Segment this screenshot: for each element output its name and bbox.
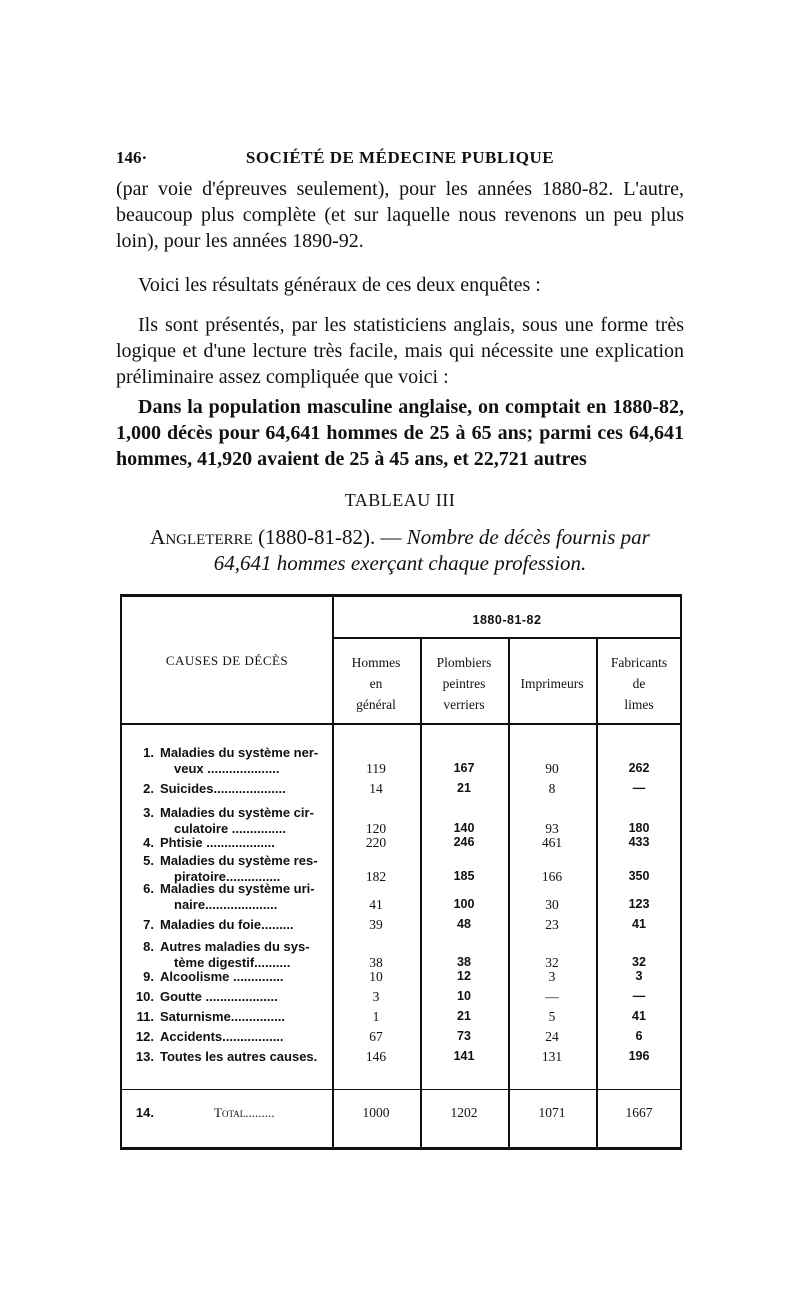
period-header: 1880-81-82 bbox=[472, 613, 542, 627]
page-number: 146· bbox=[116, 148, 148, 167]
row-cause-line: Accidents................. bbox=[160, 1029, 284, 1044]
column-header-line: peintres bbox=[442, 676, 486, 691]
total-cell: 1071 bbox=[538, 1105, 566, 1120]
table-caption bbox=[116, 524, 684, 576]
row-cause bbox=[160, 781, 328, 797]
header-rule bbox=[122, 723, 682, 725]
column-header-line: Fabricants bbox=[610, 655, 668, 670]
column-header-plombiers bbox=[420, 652, 508, 715]
table-cell: 3 bbox=[548, 969, 556, 984]
table-cell: 48 bbox=[457, 917, 471, 931]
row-cause-line: Goutte .................... bbox=[160, 989, 278, 1004]
running-header bbox=[116, 148, 684, 172]
table-cell: 1 bbox=[372, 1009, 380, 1024]
row-number: 14. bbox=[135, 1105, 154, 1120]
row-cause bbox=[160, 805, 328, 836]
table-cell: 10 bbox=[369, 969, 383, 984]
caption-country: Angleterre bbox=[150, 525, 253, 549]
row-cause bbox=[160, 835, 328, 851]
column-header-fabricants bbox=[596, 652, 682, 715]
row-number: 5. bbox=[143, 853, 154, 868]
total-cell: 1667 bbox=[625, 1105, 653, 1120]
caption-years: (1880-81-82). — bbox=[258, 525, 402, 549]
row-cause bbox=[160, 1029, 328, 1045]
table-cell: 350 bbox=[628, 869, 650, 883]
total-rule bbox=[122, 1089, 682, 1090]
table-cell: 167 bbox=[453, 761, 475, 775]
total-label: Total......... bbox=[214, 1105, 275, 1120]
row-number: 13. bbox=[135, 1049, 154, 1064]
column-header-line: limes bbox=[624, 697, 654, 712]
table-cell: 180 bbox=[628, 821, 650, 835]
row-cause bbox=[160, 1009, 328, 1025]
table-cell: 100 bbox=[453, 897, 475, 911]
column-header-line: verriers bbox=[443, 697, 485, 712]
row-number: 3. bbox=[143, 805, 154, 820]
row-number: 2. bbox=[143, 781, 154, 796]
table-cell: 146 bbox=[365, 1049, 387, 1064]
row-cause bbox=[160, 881, 328, 912]
table-cell: 32 bbox=[632, 955, 646, 969]
row-cause-line: culatoire ............... bbox=[174, 820, 286, 836]
table-cell: 6 bbox=[635, 1029, 643, 1043]
table-cell: 185 bbox=[453, 869, 475, 883]
row-cause bbox=[160, 939, 328, 970]
table-cell: 12 bbox=[457, 969, 471, 983]
caption-italic-2: 64,641 hommes exerçant chaque profession. bbox=[213, 551, 587, 575]
table-cell: 67 bbox=[369, 1029, 383, 1044]
column-header-line: Imprimeurs bbox=[520, 676, 584, 691]
table-title: TABLEAU III bbox=[344, 490, 456, 510]
table-cell: 433 bbox=[628, 835, 650, 849]
row-number: 4. bbox=[143, 835, 154, 850]
total-cell: 1202 bbox=[450, 1105, 478, 1120]
table-cell: 3 bbox=[635, 969, 643, 983]
row-cause-line: naire.................... bbox=[174, 896, 278, 912]
table-cell: 3 bbox=[372, 989, 380, 1004]
row-cause-line: Toutes les autres causes. bbox=[160, 1049, 318, 1064]
row-cause-line: Maladies du système cir- bbox=[160, 805, 314, 820]
table-cell: 41 bbox=[632, 917, 646, 931]
row-cause bbox=[160, 969, 328, 985]
row-cause-line: Maladies du système uri- bbox=[160, 881, 315, 896]
table-cell: 14 bbox=[369, 781, 383, 796]
row-number: 6. bbox=[143, 881, 154, 896]
column-header-line: Hommes bbox=[351, 655, 401, 670]
mortality-table bbox=[120, 594, 682, 1150]
table-cell: 140 bbox=[453, 821, 475, 835]
table-cell: 131 bbox=[541, 1049, 563, 1064]
row-number: 9. bbox=[143, 969, 154, 984]
table-cell: 90 bbox=[545, 761, 559, 776]
column-header-imprimeurs bbox=[508, 673, 596, 694]
row-cause-line: tème digestif.......... bbox=[174, 954, 291, 970]
table-cell: 119 bbox=[366, 761, 386, 776]
paragraph-4: Dans la population masculine anglaise, on comptait en 1880-82, 1,000 décès pour 64,641 hommes de 25 à 65 ans; parmi ces 64,641 hommes, 41,920 avaient de 25 à 45 ans, et 22,721 autres bbox=[116, 396, 684, 470]
row-cause-line: Saturnisme............... bbox=[160, 1009, 285, 1024]
row-cause bbox=[160, 989, 328, 1005]
row-number: 12. bbox=[135, 1029, 154, 1044]
table-cell: 38 bbox=[457, 955, 471, 969]
table-cell: 10 bbox=[457, 989, 471, 1003]
table-cell: 8 bbox=[548, 781, 556, 796]
table-cell: 23 bbox=[545, 917, 559, 932]
paragraph-2: Voici les résultats généraux de ces deux enquêtes : bbox=[138, 274, 541, 296]
table-cell: 41 bbox=[632, 1009, 646, 1023]
table-cell: 246 bbox=[453, 835, 475, 849]
table-cell: 38 bbox=[369, 955, 383, 970]
row-cause-line: veux .................... bbox=[174, 760, 280, 776]
paragraph-1: (par voie d'épreuves seulement), pour les années 1880-82. L'autre, beaucoup plus complète (et sur laquelle nous revenons un peu plus loin), pour les années 1890-92. bbox=[116, 178, 684, 252]
row-number: 8. bbox=[143, 939, 154, 954]
table-cell: 182 bbox=[365, 869, 387, 884]
table-cell: 39 bbox=[369, 917, 383, 932]
table-cell: 30 bbox=[545, 897, 559, 912]
row-cause-line: Alcoolisme .............. bbox=[160, 969, 284, 984]
row-cause bbox=[160, 917, 328, 933]
table-cell: 21 bbox=[457, 1009, 471, 1023]
column-header-hommes bbox=[332, 652, 420, 715]
table-cell: 123 bbox=[628, 897, 650, 911]
period-rule bbox=[332, 637, 682, 639]
row-number: 11. bbox=[136, 1009, 154, 1024]
caption-italic-1: Nombre de décès fournis par bbox=[406, 525, 650, 549]
row-number: 1. bbox=[143, 745, 154, 760]
causes-header: CAUSES DE DÉCÈS bbox=[165, 653, 289, 668]
row-number: 10. bbox=[135, 989, 154, 1004]
row-cause-line: Maladies du foie......... bbox=[160, 917, 294, 932]
table-cell: — bbox=[545, 989, 559, 1004]
table-cell: 21 bbox=[457, 781, 471, 795]
row-cause bbox=[160, 853, 328, 884]
table-cell: 196 bbox=[628, 1049, 650, 1063]
table-cell: 93 bbox=[545, 821, 559, 836]
row-cause-line: Maladies du système ner- bbox=[160, 745, 319, 760]
row-number: 7. bbox=[143, 917, 154, 932]
table-cell: 41 bbox=[369, 897, 383, 912]
table-cell: 73 bbox=[457, 1029, 471, 1043]
table-cell: — bbox=[632, 989, 646, 1003]
table-cell: — bbox=[632, 781, 646, 795]
column-header-line: de bbox=[632, 676, 646, 691]
table-cell: 141 bbox=[453, 1049, 475, 1063]
column-header-line: général bbox=[356, 697, 396, 712]
paragraph-3: Ils sont présentés, par les statisticiens anglais, sous une forme très logique et d'une lecture très facile, mais qui nécessite une explication préliminaire assez compliquée que voici : bbox=[116, 314, 684, 388]
row-cause-line: piratoire............... bbox=[174, 868, 281, 884]
table-cell: 461 bbox=[541, 835, 563, 850]
table-cell: 166 bbox=[541, 869, 563, 884]
column-header-line: en bbox=[369, 676, 383, 691]
table-cell: 32 bbox=[545, 955, 559, 970]
table-cell: 220 bbox=[365, 835, 387, 850]
row-cause-line: Suicides.................... bbox=[160, 781, 286, 796]
table-cell: 5 bbox=[548, 1009, 556, 1024]
table-cell: 120 bbox=[365, 821, 387, 836]
row-cause bbox=[160, 1049, 328, 1065]
row-cause-line: Autres maladies du sys- bbox=[160, 939, 310, 954]
column-header-line: Plombiers bbox=[436, 655, 492, 670]
running-head-title: SOCIÉTÉ DE MÉDECINE PUBLIQUE bbox=[245, 148, 555, 167]
row-cause bbox=[160, 745, 328, 776]
row-cause-line: Phtisie ................... bbox=[160, 835, 275, 850]
table-cell: 24 bbox=[545, 1029, 559, 1044]
column-divider bbox=[508, 637, 510, 1147]
row-cause-line: Maladies du système res- bbox=[160, 853, 318, 868]
table-cell: 262 bbox=[628, 761, 650, 775]
total-cell: 1000 bbox=[362, 1105, 390, 1120]
